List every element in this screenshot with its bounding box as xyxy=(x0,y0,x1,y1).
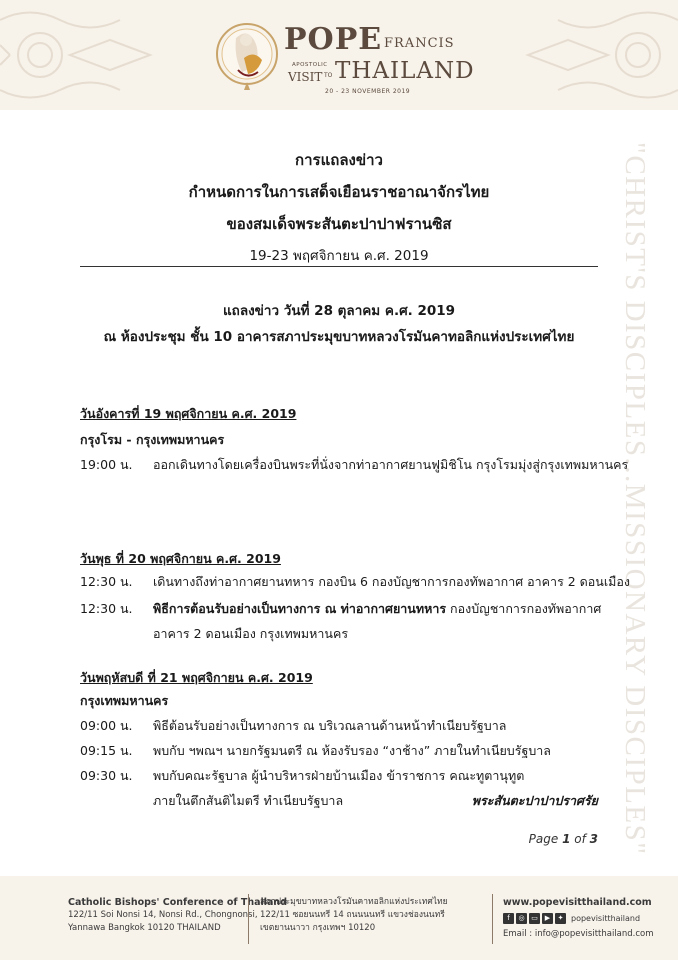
press-date: แถลงข่าว วันที่ 28 ตุลาคม ค.ศ. 2019 xyxy=(222,303,456,319)
social-handle[interactable]: popevisitthailand xyxy=(571,914,641,923)
event-description: พบกับ ฯพณฯ นายกรัฐมนตรี ณ ห้องรับรอง “งาช้าง” ภายในทำเนียบรัฐบาล xyxy=(153,743,551,758)
press-venue: ณ ห้องประชุม ชั้น 10 อาคารสภาประมุขบาทหลวงโรมันคาทอลิกแห่งประเทศไทย xyxy=(103,329,575,345)
event-time: 12:30 น. xyxy=(80,601,133,616)
day-heading: วันพฤหัสบดี ที่ 21 พฤศจิกายน ค.ศ. 2019 xyxy=(80,670,313,685)
event-description: เดินทางถึงท่าอากาศยานทหาร กองบิน 6 กองบัญชาการกองทัพอากาศ อาคาร 2 ดอนเมือง xyxy=(153,574,630,589)
event-description-cont: อาคาร 2 ดอนเมือง กรุงเทพมหานคร xyxy=(153,626,349,641)
page-total: 3 xyxy=(589,832,598,846)
event-description-cont: ภายในตึกสันติไมตรี ทำเนียบรัฐบาล xyxy=(153,793,344,808)
title-line-1: การแถลงข่าว xyxy=(295,151,383,169)
footer-addr-th-1: 122/11 ซอยนนทรี 14 ถนนนนทรี แขวงช่องนนทรี xyxy=(260,910,445,920)
page-number-of: of xyxy=(570,832,590,846)
event-description: พิธีต้อนรับอย่างเป็นทางการ ณ บริเวณลานด้านหน้าทำเนียบรัฐบาล xyxy=(153,718,507,733)
footer-addr-th-2: เขตยานนาวา กรุงเทพฯ 10120 xyxy=(260,923,376,933)
event-description xyxy=(153,599,601,619)
title-divider xyxy=(80,266,598,267)
social-links xyxy=(503,912,654,925)
event-time: 09:30 น. xyxy=(80,768,133,783)
watermark-motto: "CHRIST'S DISCIPLES...MISSIONARY DISCIPLES" xyxy=(619,142,651,856)
title-line-2: กำหนดการในการเสด็จเยือนราชอาณาจักรไทย xyxy=(188,183,490,201)
footer-contact xyxy=(503,896,654,941)
event-description: พบกับคณะรัฐบาล ผู้นำบริหารฝ่ายบ้านเมือง ข้าราชการ คณะทูตานุทูต xyxy=(153,768,525,783)
instagram-icon[interactable]: ◎ xyxy=(516,913,527,924)
speaker-note: พระสันตะปาปาปราศรัย xyxy=(471,793,598,808)
youtube-icon[interactable]: ▶ xyxy=(542,913,553,924)
page-number xyxy=(529,832,598,846)
logo-thailand-text: THAILAND xyxy=(335,58,475,84)
ornament-left-icon xyxy=(0,0,200,110)
event-description: ออกเดินทางโดยเครื่องบินพระที่นั่งจากท่าอากาศยานฟูมิชิโน กรุงโรมมุ่งสู่กรุงเทพมหานคร xyxy=(153,457,629,472)
logo-apostolic-text: APOSTOLIC xyxy=(292,62,328,68)
pope-visit-logo xyxy=(214,14,475,104)
logo-pope-text: POPE xyxy=(284,22,383,57)
footer-divider xyxy=(248,894,249,944)
day-heading: วันพุธ ที่ 20 พฤศจิกายน ค.ศ. 2019 xyxy=(80,551,281,566)
event-time: 19:00 น. xyxy=(80,457,133,472)
footer-address-en xyxy=(68,896,287,935)
page-number-prefix: Page xyxy=(528,832,563,846)
facebook-icon[interactable]: f xyxy=(503,913,514,924)
footer-org-th: สภาประมุขบาทหลวงโรมันคาทอลิกแห่งประเทศไทย xyxy=(260,897,448,907)
footer-website-link[interactable]: www.popevisitthailand.com xyxy=(503,897,652,908)
event-highlight: พิธีการต้อนรับอย่างเป็นทางการ ณ ท่าอากาศยานทหาร xyxy=(153,601,447,616)
footer-addr-en-1: 122/11 Soi Nonsi 14, Nonsi Rd., Chongnonsi, xyxy=(68,910,258,920)
footer-address-th xyxy=(260,896,448,935)
logo-to-text: TO xyxy=(324,72,333,79)
day-place: กรุงโรม - กรุงเทพมหานคร xyxy=(80,432,225,447)
event-time: 09:00 น. xyxy=(80,718,133,733)
day-heading: วันอังคารที่ 19 พฤศจิกายน ค.ศ. 2019 xyxy=(80,406,297,421)
twitter-icon[interactable]: ✦ xyxy=(555,913,566,924)
letterhead-header xyxy=(0,0,678,110)
page-current: 1 xyxy=(562,832,571,846)
footer-org-en: Catholic Bishops' Conference of Thailand xyxy=(68,897,287,908)
title-line-3: ของสมเด็จพระสันตะปาปาฟรานซิส xyxy=(226,215,452,233)
pope-emblem-icon xyxy=(214,14,280,96)
ornament-right-icon xyxy=(478,0,678,110)
event-time: 09:15 น. xyxy=(80,743,133,758)
footer-addr-en-2: Yannawa Bangkok 10120 THAILAND xyxy=(68,923,221,933)
footer-email[interactable]: Email : info@popevisitthailand.com xyxy=(503,929,654,939)
event-time: 12:30 น. xyxy=(80,574,133,589)
logo-francis-text: FRANCIS xyxy=(384,36,455,51)
title-line-4: 19-23 พฤศจิกายน ค.ศ. 2019 xyxy=(249,248,429,264)
logo-dates-text: 20 - 23 NOVEMBER 2019 xyxy=(325,88,411,95)
footer-divider xyxy=(492,894,493,944)
line-icon[interactable]: ▭ xyxy=(529,913,540,924)
day-place: กรุงเทพมหานคร xyxy=(80,693,169,708)
event-description-rest: กองบัญชาการกองทัพอากาศ xyxy=(446,601,602,616)
letterhead-footer xyxy=(0,876,678,960)
logo-visit-text: VISIT xyxy=(288,70,323,84)
